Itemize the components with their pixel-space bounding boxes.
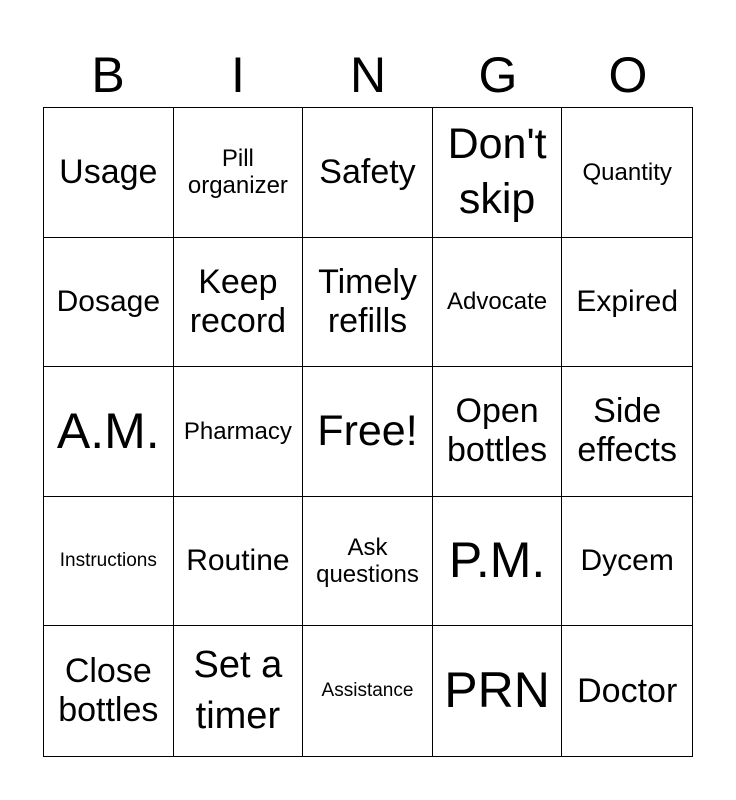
cell-label: Pharmacy [183, 417, 292, 445]
cell-label: Instructions [59, 550, 157, 572]
cell-label: Expired [576, 284, 679, 318]
cell-label: P.M. [448, 532, 546, 589]
bingo-cell[interactable] [174, 108, 304, 238]
cell-label: Dycem [580, 543, 674, 577]
bingo-cell[interactable] [433, 108, 563, 238]
cell-label: Free! [317, 406, 418, 455]
bingo-cell[interactable] [562, 367, 692, 497]
bingo-header [43, 44, 693, 106]
bingo-cell[interactable] [562, 238, 692, 368]
bingo-cell[interactable] [562, 497, 692, 627]
cell-label: Keep record [189, 262, 287, 340]
bingo-cell[interactable] [562, 108, 692, 238]
header-letter-o: O [608, 47, 648, 103]
cell-label: Doctor [577, 671, 678, 710]
header-letter-n: N [349, 47, 387, 103]
bingo-cell[interactable] [303, 367, 433, 497]
header-letter-i: I [231, 47, 245, 103]
bingo-cell[interactable] [174, 497, 304, 627]
bingo-cell[interactable] [174, 626, 304, 756]
bingo-cell[interactable] [174, 238, 304, 368]
cell-label: Open bottles [447, 392, 548, 470]
bingo-cell[interactable] [433, 238, 563, 368]
bingo-cell[interactable] [303, 108, 433, 238]
bingo-cell[interactable] [562, 626, 692, 756]
header-letter-b: B [91, 47, 125, 103]
bingo-cell[interactable] [303, 626, 433, 756]
bingo-cell[interactable] [433, 626, 563, 756]
cell-label: Safety [319, 152, 416, 191]
cell-label: Advocate [447, 288, 548, 316]
cell-label: Close bottles [58, 652, 159, 730]
cell-label: Pill organizer [187, 144, 288, 200]
bingo-cell[interactable] [303, 238, 433, 368]
bingo-cell[interactable] [433, 367, 563, 497]
cell-label: Don't skip [447, 120, 547, 224]
cell-label: Assistance [321, 680, 414, 702]
cell-label: Usage [59, 152, 158, 191]
cell-label: Side effects [577, 392, 677, 470]
cell-label: Quantity [582, 158, 672, 186]
bingo-cell[interactable] [44, 108, 174, 238]
bingo-cell[interactable] [433, 497, 563, 627]
cell-label: A.M. [56, 402, 160, 459]
cell-label: Ask questions [316, 533, 419, 589]
bingo-cell[interactable] [44, 367, 174, 497]
bingo-cell[interactable] [44, 497, 174, 627]
bingo-grid [43, 107, 693, 757]
bingo-cell[interactable] [44, 626, 174, 756]
cell-label: Dosage [56, 284, 160, 318]
header-letter-g: G [478, 47, 518, 103]
bingo-cell[interactable] [174, 367, 304, 497]
bingo-cell[interactable] [303, 497, 433, 627]
cell-label: Routine [186, 543, 290, 577]
bingo-cell[interactable] [44, 238, 174, 368]
cell-label: Timely refills [318, 262, 417, 340]
cell-label: PRN [444, 662, 550, 719]
cell-label: Set a timer [193, 643, 283, 738]
